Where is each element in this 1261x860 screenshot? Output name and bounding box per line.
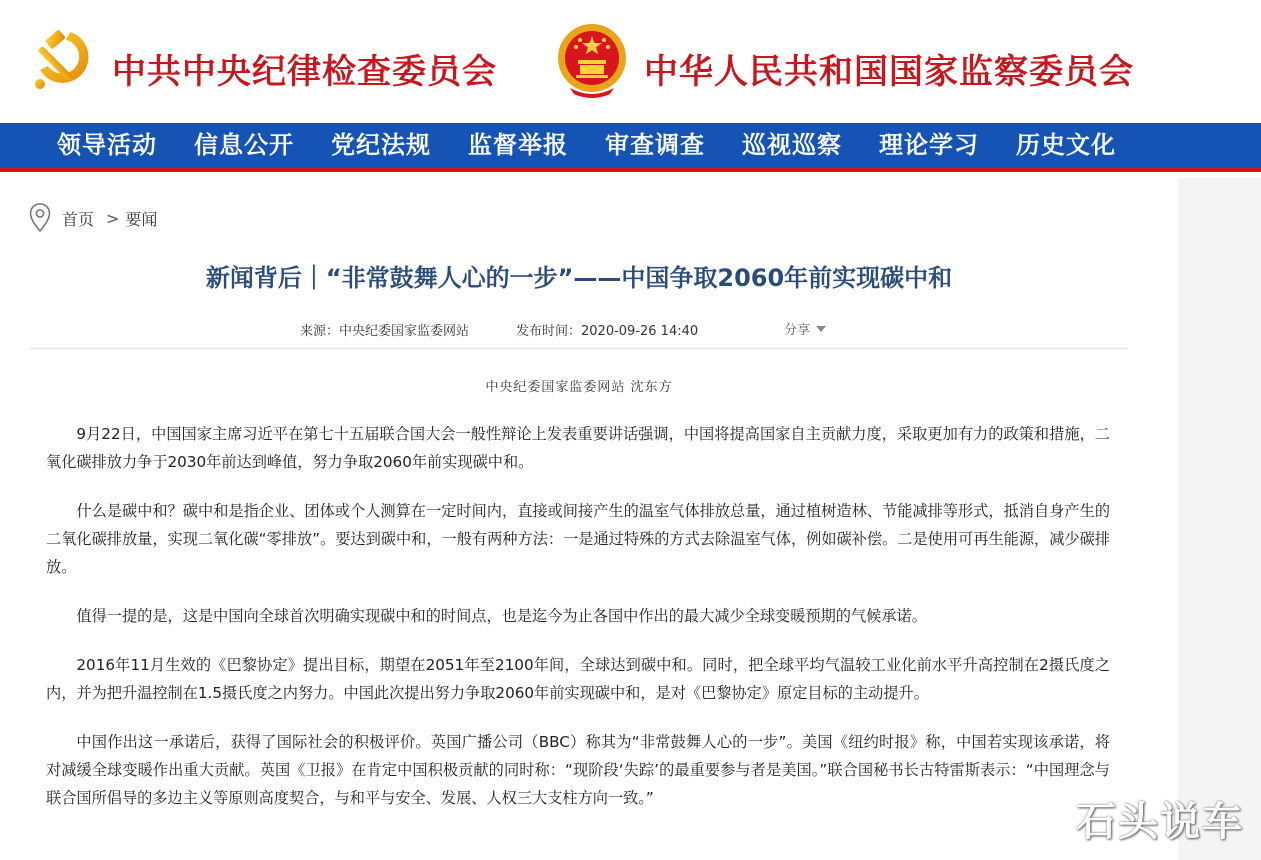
breadcrumb-home[interactable]: 首页 xyxy=(62,209,95,229)
article-paragraph: 什么是碳中和？碳中和是指企业、团体或个人测算在一定时间内，直接或间接产生的温室气体排放总量，通过植树造林、节能减排等形式，抵消自身产生的二氧化碳排放量，实现二氧化碳“零排放”。要达到碳中和，一般有两种方法：一是通过特殊的方式去除温室气体，例如碳补偿。二是使用可再生能源，减少碳排放。 xyxy=(46,502,1110,576)
breadcrumb-current[interactable]: 要闻 xyxy=(125,209,158,229)
article-title: 新闻背后｜“非常鼓舞人心的一步”——中国争取2060年前实现碳中和 xyxy=(205,264,953,292)
site-title-right[interactable]: 中华人民共和国国家监察委员会 xyxy=(644,52,1134,92)
site-title-left[interactable]: 中共中央纪律检查委员会 xyxy=(112,52,497,92)
nav-item-investigation[interactable]: 审查调查 xyxy=(605,130,705,159)
nav-item-inspection[interactable]: 巡视巡察 xyxy=(742,130,842,159)
article-paragraph: 值得一提的是，这是中国向全球首次明确实现碳中和的时间点，也是迄今为止各国中作出的最大减少全球变暖预期的气候承诺。 xyxy=(76,607,927,625)
share-label: 分享 xyxy=(784,323,811,338)
article-date: 发布时间：2020-09-26 14:40 xyxy=(516,324,699,339)
nav-item-theory[interactable]: 理论学习 xyxy=(879,130,979,159)
article-byline: 中央纪委国家监委网站 沈东方 xyxy=(485,380,673,395)
header-divider xyxy=(30,348,1128,349)
main-nav xyxy=(0,123,1261,167)
nav-item-info[interactable]: 信息公开 xyxy=(194,130,294,159)
site-header xyxy=(0,0,1261,123)
article-source: 来源：中央纪委国家监委网站 xyxy=(300,324,470,339)
article-paragraph: 2016年11月生效的《巴黎协定》提出目标，期望在2051年至2100年间，全球达到碳中和。同时，把全球平均气温较工业化前水平升高控制在2摄氏度之内，并为把升温控制在1.5摄氏度之内努力。中国此次提出努力争取2060年前实现碳中和，是对《巴黎协定》原定目标的主动提升。 xyxy=(46,656,1110,702)
caret-down-icon xyxy=(816,326,826,332)
article-paragraph: 9月22日，中国国家主席习近平在第七十五届联合国大会一般性辩论上发表重要讲话强调，中国将提高国家自主贡献力度，采取更加有力的政策和措施，二氧化碳排放力争于2030年前达到峰值，努力争取2060年前实现碳中和。 xyxy=(46,425,1110,471)
nav-item-history[interactable]: 历史文化 xyxy=(1016,130,1116,159)
nav-item-report[interactable]: 监督举报 xyxy=(468,130,568,159)
nav-item-regulations[interactable]: 党纪法规 xyxy=(331,130,431,159)
party-emblem-icon xyxy=(30,26,98,94)
right-gutter xyxy=(1178,178,1261,860)
watermark: 石头说车 xyxy=(1076,799,1244,845)
nav-item-leadership[interactable]: 领导活动 xyxy=(57,130,157,159)
national-emblem-icon xyxy=(556,22,628,98)
nav-red-stripe xyxy=(0,167,1261,172)
article-body xyxy=(46,420,1110,833)
article-paragraph: 中国作出这一承诺后，获得了国际社会的积极评价。英国广播公司（BBC）称其为“非常鼓舞人心的一步”。美国《纽约时报》称，中国若实现该承诺，将对减缓全球变暖作出重大贡献。英国《卫报》在肯定中国积极贡献的同时称：“现阶段‘失踪’的最重要参与者是美国。”联合国秘书长古特雷斯表示：“中国理念与联合国所倡导的多边主义等原则高度契合，与和平与安全、发展、人权三大支柱方向一致。” xyxy=(46,733,1110,807)
breadcrumb-separator: > xyxy=(106,208,120,228)
location-pin-icon xyxy=(28,202,52,234)
share-button[interactable] xyxy=(784,319,826,338)
breadcrumb xyxy=(28,202,157,234)
